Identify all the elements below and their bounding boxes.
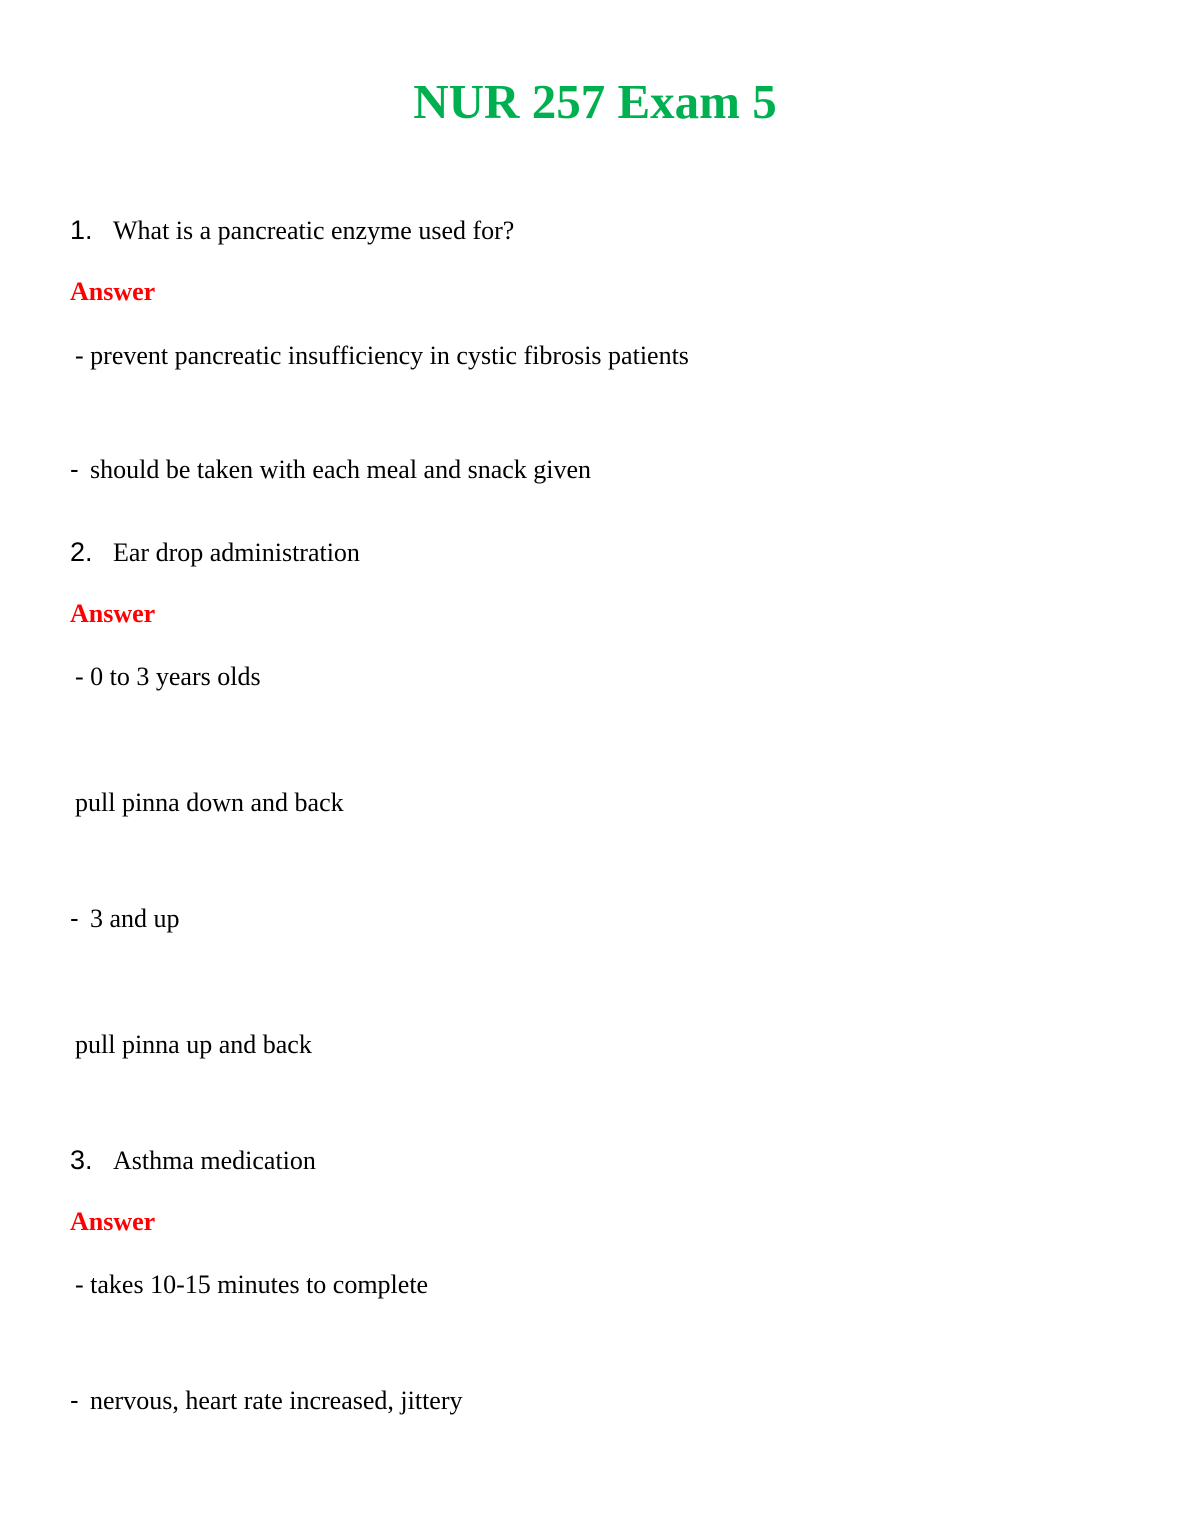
answer-line: - prevent pancreatic insufficiency in cystic fibrosis patients bbox=[75, 341, 689, 370]
answer-line: - takes 10-15 minutes to complete bbox=[75, 1270, 429, 1299]
answer-line bbox=[70, 453, 591, 486]
question-number: 2. bbox=[70, 537, 93, 567]
answer-label: Answer bbox=[70, 277, 156, 306]
answer-line-text: should be taken with each meal and snack given bbox=[90, 455, 592, 484]
bullet-dash: - bbox=[70, 903, 79, 933]
bullet-dash: - bbox=[70, 454, 79, 484]
question-1 bbox=[70, 214, 514, 247]
answer-line bbox=[70, 1384, 463, 1417]
question-text: What is a pancreatic enzyme used for? bbox=[113, 216, 515, 245]
question-number: 3. bbox=[70, 1145, 93, 1175]
answer-label: Answer bbox=[70, 1207, 156, 1236]
bullet-dash: - bbox=[70, 1385, 79, 1415]
answer-line: - 0 to 3 years olds bbox=[75, 662, 261, 691]
answer-line bbox=[70, 902, 180, 935]
answer-label: Answer bbox=[70, 599, 156, 628]
question-text: Asthma medication bbox=[113, 1146, 316, 1175]
question-number: 1. bbox=[70, 215, 93, 245]
answer-line-text: nervous, heart rate increased, jittery bbox=[90, 1386, 463, 1415]
question-3 bbox=[70, 1144, 316, 1177]
page-title: NUR 257 Exam 5 bbox=[413, 74, 777, 129]
question-text: Ear drop administration bbox=[113, 538, 360, 567]
answer-line: pull pinna down and back bbox=[75, 788, 344, 817]
answer-line-text: 3 and up bbox=[90, 904, 180, 933]
question-2 bbox=[70, 536, 360, 569]
answer-line: pull pinna up and back bbox=[75, 1030, 312, 1059]
